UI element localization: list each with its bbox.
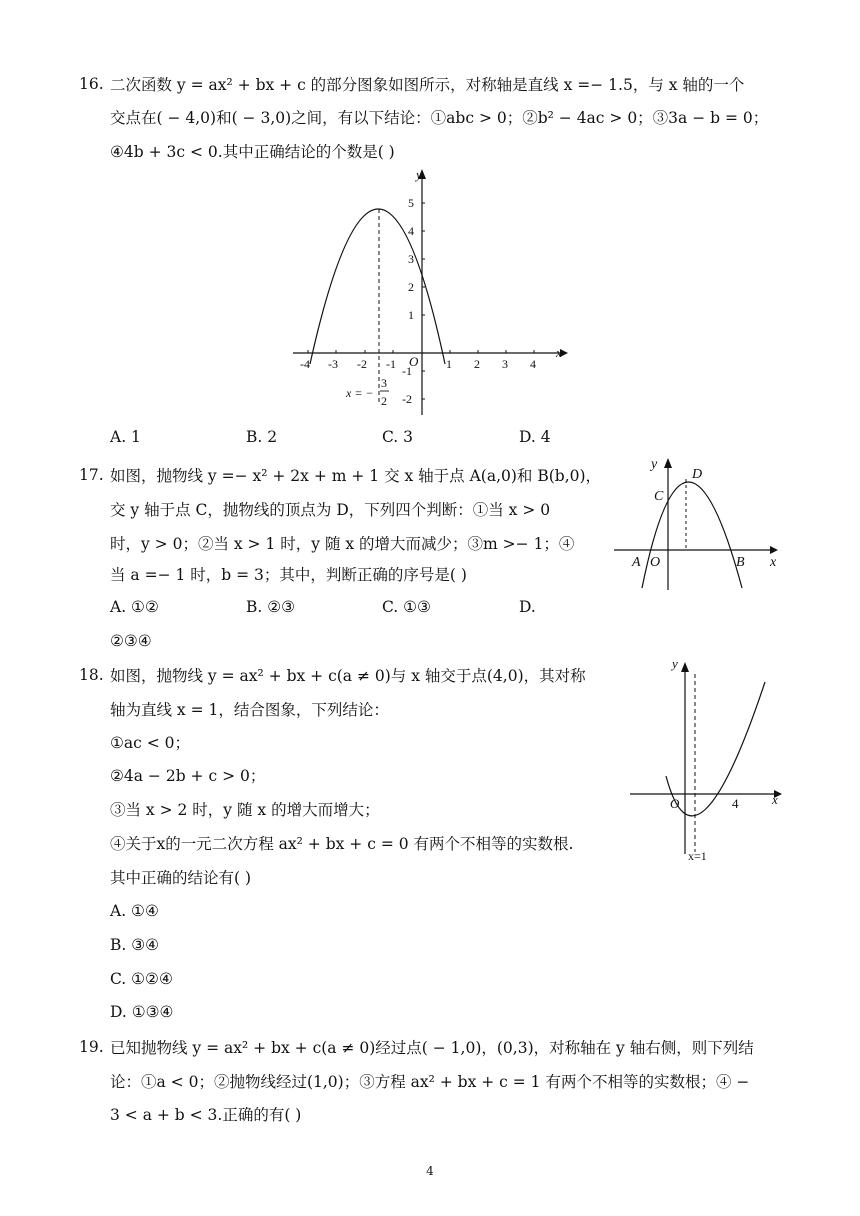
question-text-line: 如图，抛物线 y = ax² + bx + c(a ≠ 0)与 x 轴交于点(4,0)，其对称 <box>110 667 586 685</box>
y-tick-labels <box>402 196 414 406</box>
intercept-label-c: C <box>654 489 664 504</box>
x-tick-label: -3 <box>328 357 338 371</box>
page-number: 4 <box>426 1164 434 1178</box>
y-tick-label: 5 <box>408 196 414 210</box>
root-label: 4 <box>732 796 739 811</box>
question-text-line: ①ac < 0； <box>110 734 191 752</box>
option-c[interactable]: C. 3 <box>382 428 414 446</box>
y-tick-label: -2 <box>402 392 412 406</box>
option-d-content: ②③④ <box>110 632 152 650</box>
point-label-b: B <box>736 555 745 570</box>
x-axis-label: x <box>770 555 777 570</box>
svg-text:x = −: x = − <box>346 386 374 400</box>
x-axis-label: x <box>772 792 778 807</box>
x-tick-label: 1 <box>446 357 452 371</box>
y-axis-label: y <box>416 167 422 182</box>
y-tick-label: -1 <box>402 364 412 378</box>
question-text-line: 其中正确的结论有( ) <box>110 869 252 887</box>
option-d[interactable]: D. 4 <box>519 428 551 446</box>
question-number: 17. <box>79 466 104 484</box>
point-label-a: A <box>632 555 641 570</box>
question-text-line: ④关于x的一元二次方程 ax² + bx + c = 0 有两个不相等的实数根. <box>110 835 574 853</box>
y-axis-label: y <box>651 457 658 472</box>
origin-label: O <box>650 555 661 570</box>
x-tick-label: 3 <box>502 357 508 371</box>
y-tick-label: 4 <box>408 224 414 238</box>
question-number: 19. <box>79 1038 104 1056</box>
option-c[interactable]: C. ①③ <box>382 598 431 616</box>
y-tick-label: 1 <box>408 308 414 322</box>
question-text-line: 轴为直线 x = 1，结合图象，下列结论： <box>110 701 389 719</box>
question-text-line: 如图，抛物线 y =− x² + 2x + m + 1 交 x 轴于点 A(a,0)和 B(b,0)， <box>110 467 602 485</box>
option-b[interactable]: B. ②③ <box>246 598 296 616</box>
x-tick-label: -2 <box>357 357 367 371</box>
y-tick-label: 2 <box>408 280 414 294</box>
question-text-line: ②4a − 2b + c > 0； <box>110 767 266 785</box>
option-c[interactable]: C. ①②④ <box>110 970 173 988</box>
x-tick-label: -4 <box>300 357 310 371</box>
question-number: 16. <box>79 75 104 93</box>
question-text-line: 论：①a < 0；②抛物线经过(1,0)；③方程 ax² + bx + c = 1 有两个不相等的实数根；④ − <box>110 1073 750 1091</box>
symmetry-axis-note: x=1 <box>688 849 707 863</box>
parabola-figure-q17 <box>612 452 782 592</box>
question-text-line: 交点在( − 4,0)和( − 3,0)之间，有以下结论：①abc > 0；②b² − 4ac > 0；③3a − b = 0； <box>110 109 769 127</box>
question-text-line: 3 < a + b < 3.正确的有( ) <box>110 1106 302 1124</box>
question-text-line: 时，y > 0；②当 x > 1 时，y 随 x 的增大而减少；③m >− 1；④ <box>110 535 575 553</box>
x-axis-label: x <box>556 345 562 360</box>
parabola-figure-q16 <box>288 165 578 425</box>
option-a[interactable]: A. ①④ <box>110 902 159 920</box>
svg-text:2: 2 <box>381 394 387 408</box>
vertex-label-d: D <box>692 467 703 482</box>
question-text-line: 二次函数 y = ax² + bx + c 的部分图象如图所示，对称轴是直线 x =− 1.5，与 x 轴的一个 <box>110 76 745 94</box>
question-number: 18. <box>79 666 104 684</box>
y-tick-label: 3 <box>408 252 414 266</box>
y-axis-label: y <box>672 656 678 671</box>
option-a[interactable]: A. ①② <box>110 598 159 616</box>
origin-label: O <box>670 796 680 811</box>
parabola-curve <box>666 682 765 816</box>
option-b[interactable]: B. ③④ <box>110 936 160 954</box>
parabola-figure-q18 <box>628 654 788 866</box>
x-tick-label: -1 <box>386 357 396 371</box>
option-b[interactable]: B. 2 <box>246 428 278 446</box>
svg-text:3: 3 <box>381 376 387 390</box>
question-text-line: ③当 x > 2 时，y 随 x 的增大而增大； <box>110 801 380 819</box>
origin-label: O <box>409 354 419 369</box>
option-a[interactable]: A. 1 <box>110 428 141 446</box>
symmetry-axis-note <box>345 376 389 408</box>
question-text-line: ④4b + 3c < 0.其中正确结论的个数是( ) <box>110 143 395 161</box>
question-text-line: 当 a =− 1 时，b = 3；其中，判断正确的序号是( ) <box>110 566 467 584</box>
x-tick-label: 4 <box>530 357 536 371</box>
option-d[interactable]: D. <box>519 598 536 616</box>
option-d[interactable]: D. ①③④ <box>110 1003 174 1021</box>
x-tick-label: 2 <box>474 357 480 371</box>
question-text-line: 已知抛物线 y = ax² + bx + c(a ≠ 0)经过点( − 1,0)，(0,3)，对称轴在 y 轴右侧，则下列结 <box>110 1039 754 1057</box>
question-text-line: 交 y 轴于点 C，抛物线的顶点为 D，下列四个判断：①当 x > 0 <box>110 501 551 519</box>
